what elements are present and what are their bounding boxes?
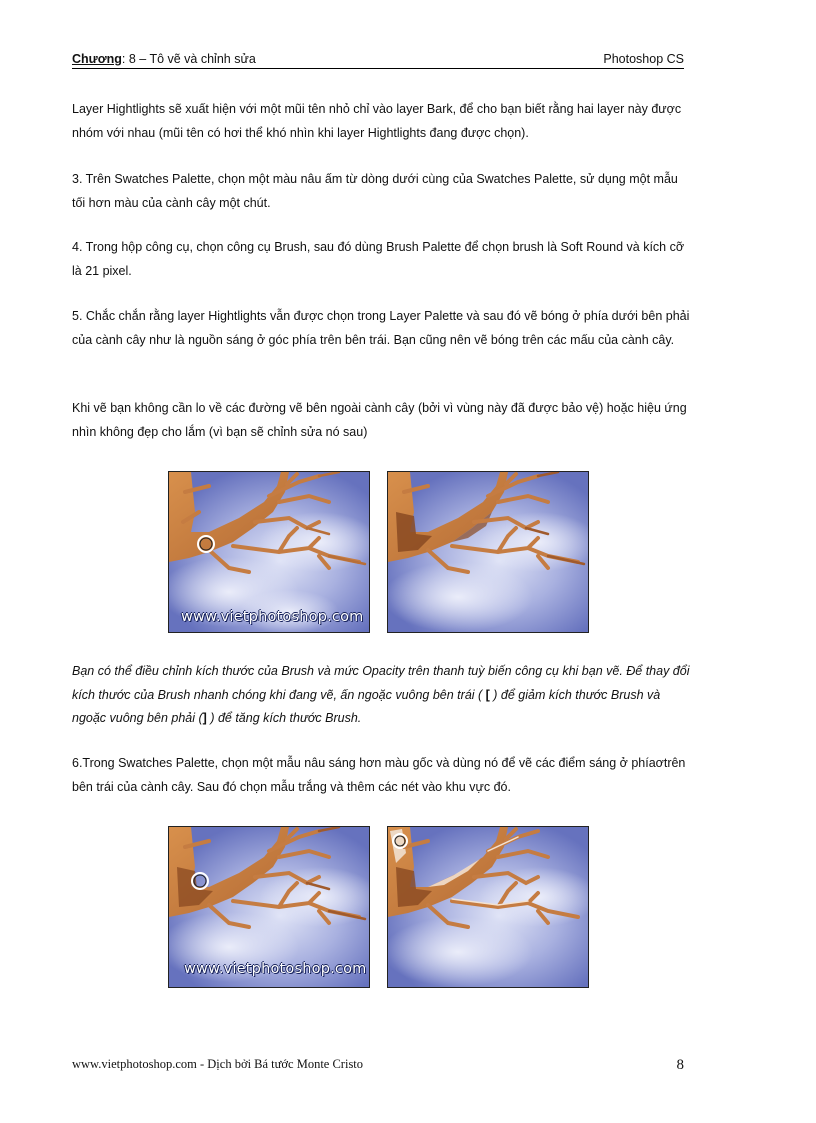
paragraph-step-3: 3. Trên Swatches Palette, chọn một màu nâu ấm từ dòng dưới cùng của Swatches Palette, sử dụng một mẫu tối hơn màu của cành cây một chút.: [72, 172, 678, 210]
key-left-bracket: [: [482, 687, 494, 702]
paragraph-step-5: 5. Chắc chắn rằng layer Hightlights vẫn được chọn trong Layer Palette và sau đó vẽ bóng ở phía dưới bên phải của cành cây như là nguồn sáng ở góc phía trên bên trái. Bạn cũng nên vẽ bóng trên các mấu của cành cây.: [72, 309, 690, 347]
chapter-title: Chương: 8 – Tô vẽ và chỉnh sửa: [72, 52, 256, 66]
page-number: 8: [676, 1057, 684, 1073]
watermark: www.vietphotoshop.com: [184, 961, 367, 977]
key-right-bracket: ]: [202, 711, 207, 725]
page-header: [72, 52, 684, 69]
page-footer: [72, 1057, 684, 1072]
figure-branch-highlight-before: [168, 826, 370, 988]
paragraph-step-6: 6.Trong Swatches Palette, chọn một mẫu nâu sáng hơn màu gốc và dùng nó để vẽ các điểm sáng ở phíaơtrên bên trái của cành cây. Sau đó chọn mẫu trắng và thêm các nét vào khu vực đó.: [72, 756, 686, 794]
app-name: Photoshop CS: [603, 52, 684, 66]
figure-branch-shadow-after: [387, 471, 589, 633]
paragraph-tip: Bạn có thể điều chỉnh kích thước của Brush và mức Opacity trên thanh tuỳ biến công cụ khi bạn vẽ. Để thay đổi kích thước của Brush nhanh chóng khi đang vẽ, ấn ngoặc vuông bên trái ( [ ) để giảm kích thước Brush và ngoặc vuông bên phải (] ) để tăng kích thước Brush.: [72, 664, 690, 725]
paragraph-1: Layer Hightlights sẽ xuất hiện với một mũi tên nhỏ chỉ vào layer Bark, để cho bạn biết rằng hai layer này được nhóm với nhau (mũi tên có hơi thể khó nhìn khi layer Hightlights đang được chọn).: [72, 102, 682, 140]
paragraph-note: Khi vẽ bạn không cần lo về các đường vẽ bên ngoài cành cây (bởi vì vùng này đã được bảo vệ) hoặc hiệu ứng nhìn không đẹp cho lắm (vì bạn sẽ chỉnh sửa nó sau): [72, 401, 687, 439]
paragraph-step-4: 4. Trong hộp công cụ, chọn công cụ Brush, sau đó dùng Brush Palette để chọn brush là Soft Round và kích cỡ là 21 pixel.: [72, 240, 685, 278]
watermark: www.vietphotoshop.com: [181, 609, 364, 625]
figure-branch-highlight-after: [387, 826, 589, 988]
figure-branch-shadow-before: [168, 471, 370, 633]
footer-credit: www.vietphotoshop.com - Dịch bởi Bá tước Monte Cristo: [72, 1057, 364, 1071]
